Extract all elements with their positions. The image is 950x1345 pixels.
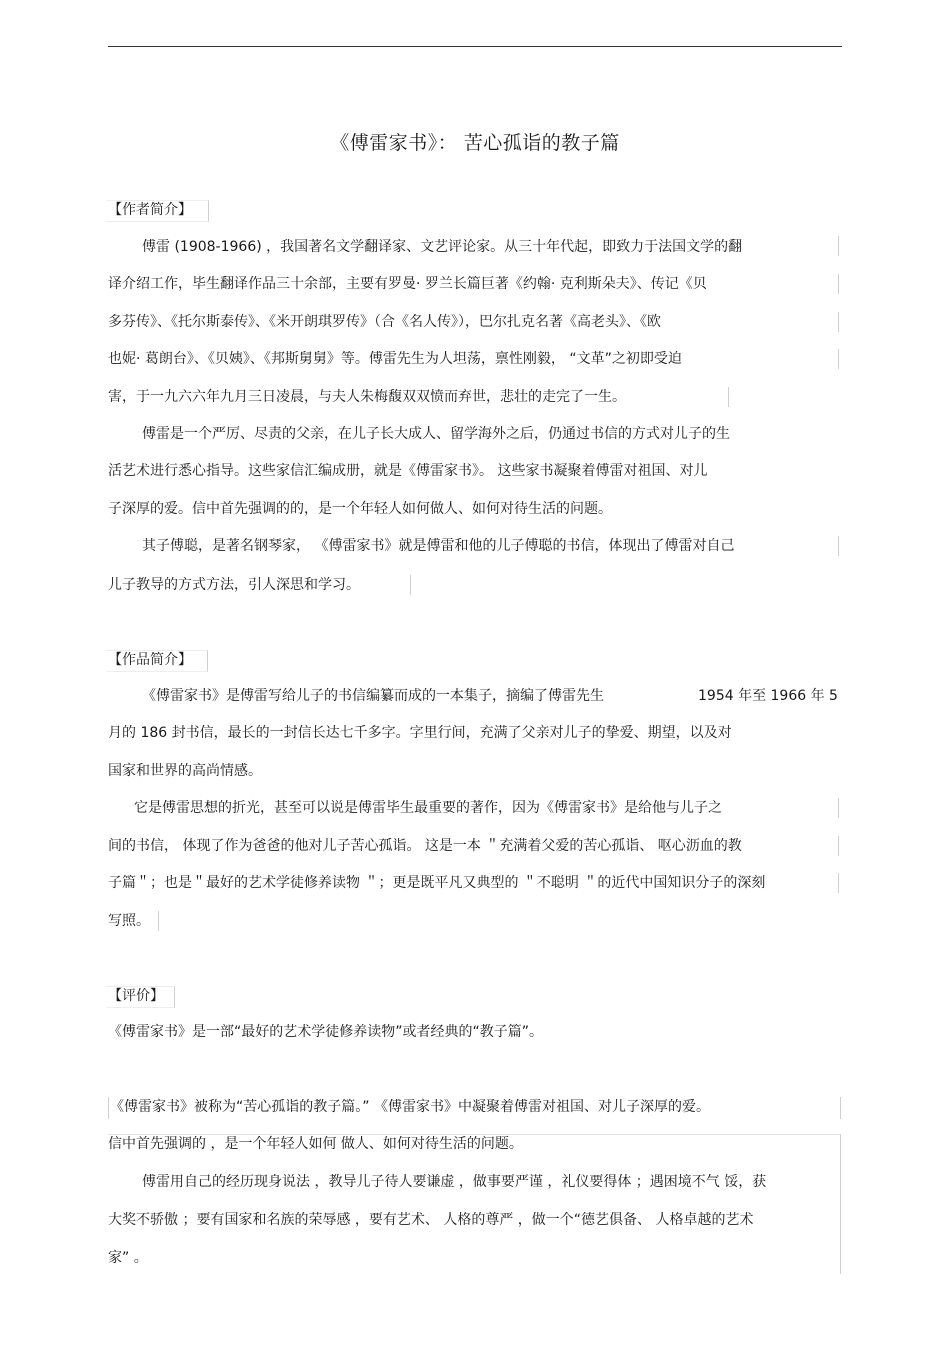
paragraph-line: 傅雷 (1908-1966) ，我国著名文学翻译家、文艺评论家。从三十年代起，即致力于法国文学的翻 bbox=[142, 239, 743, 255]
paragraph-line: 家” 。 bbox=[108, 1250, 148, 1266]
scan-artifact bbox=[158, 911, 159, 931]
paragraph-line: 《傅雷家书》是傅雷写给儿子的书信编纂而成的一本集子，摘编了傅雷先生 bbox=[142, 688, 604, 704]
scan-artifact bbox=[838, 798, 839, 818]
scan-artifact bbox=[838, 873, 839, 893]
scan-artifact bbox=[838, 274, 839, 294]
paragraph-line: 傅雷用自己的经历现身说法 ，教导儿子待人要谦虚 ，做事要严谨 ，礼仪要得体 ；遇困境不气 馁，获 bbox=[142, 1174, 767, 1190]
paragraph-line: 其子傅聪，是著名钢琴家， 《傅雷家书》就是傅雷和他的儿子傅聪的书信，体现出了傅雷对自己 bbox=[142, 538, 735, 554]
paragraph-line: 信中首先强调的 ，是一个年轻人如何 做人、如何对待生活的问题。 bbox=[108, 1136, 523, 1152]
paragraph-line: 多芬传》、《托尔斯泰传》、《米开朗琪罗传》（合《名人传》），巴尔扎克名著《高老头》、《欧 bbox=[108, 314, 661, 330]
paragraph-line: 它是傅雷思想的折光，甚至可以说是傅雷毕生最重要的著作，因为《傅雷家书》是给他与儿子之 bbox=[134, 800, 722, 816]
section-heading-work: 【作品简介】 bbox=[108, 652, 192, 668]
scan-artifact bbox=[108, 1097, 109, 1119]
paragraph-line: 子篇＂；也是＂最好的艺术学徒修养读物 ＂；更是既平凡又典型的 ＂不聪明 ＂的近代中国知识分子的深刻 bbox=[108, 875, 766, 891]
scan-artifact bbox=[108, 1134, 840, 1135]
paragraph-line: 《傅雷家书》是一部“最好的艺术学徒修养读物”或者经典的“教子篇”。 bbox=[108, 1024, 544, 1040]
paragraph-line: 大奖不骄傲 ；要有国家和名族的荣辱感 ，要有艺术、 人格的尊严 ，做一个“德艺俱备、 人格卓越的艺术 bbox=[108, 1212, 754, 1228]
paragraph-line: 害，于一九六六年九月三日凌晨，与夫人朱梅馥双双愤而弃世，悲壮的走完了一生。 bbox=[108, 389, 626, 405]
paragraph-line: 傅雷是一个严厉、尽责的父亲，在儿子长大成人、留学海外之后，仍通过书信的方式对儿子的生 bbox=[142, 426, 730, 442]
paragraph-line: 活艺术进行悉心指导。这些家信汇编成册，就是《傅雷家书》。 这些家书凝聚着傅雷对祖国、对儿 bbox=[108, 463, 708, 479]
paragraph-line: 儿子教导的方式方法，引人深思和学习。 bbox=[108, 577, 360, 593]
paragraph-line: 1954 年至 1966 年 5 bbox=[698, 688, 838, 704]
paragraph-line: 间的书信， 体现了作为爸爸的他对儿子苦心孤诣。 这是一本 ＂充满着父爱的苦心孤诣、 呕心沥血的教 bbox=[108, 838, 742, 854]
scan-artifact bbox=[838, 236, 839, 256]
section-heading-author: 【作者简介】 bbox=[108, 202, 192, 218]
paragraph-line: 《傅雷家书》被称为“苦心孤诣的教子篇。” 《傅雷家书》中凝聚着傅雷对祖国、对儿子深厚的爱。 bbox=[110, 1099, 710, 1115]
paragraph-line: 译介绍工作，毕生翻译作品三十余部，主要有罗曼· 罗兰长篇巨著《约翰· 克利斯朵夫》、传记《贝 bbox=[108, 276, 707, 292]
paragraph-line: 也妮· 葛朗台》、《贝姨》、《邦斯舅舅》等。傅雷先生为人坦荡，禀性刚毅， “文革”之初即受迫 bbox=[108, 351, 682, 367]
paragraph-line: 子深厚的爱。信中首先强调的的，是一个年轻人如何做人、如何对待生活的问题。 bbox=[108, 501, 612, 517]
scan-artifact bbox=[728, 387, 729, 407]
scan-artifact bbox=[838, 349, 839, 369]
top-rule bbox=[108, 46, 842, 47]
scan-artifact bbox=[838, 312, 839, 332]
scan-artifact bbox=[840, 1097, 841, 1119]
document-title: 《傅雷家书》： 苦心孤诣的教子篇 bbox=[330, 132, 620, 154]
paragraph-line: 月的 186 封书信，最长的一封信长达七千多字。字里行间，充满了父亲对儿子的挚爱、期望，以及对 bbox=[108, 725, 732, 741]
section-heading-review: 【评价】 bbox=[108, 988, 164, 1004]
scan-artifact bbox=[838, 836, 839, 856]
paragraph-line: 国家和世界的高尚情感。 bbox=[108, 763, 262, 779]
scan-artifact bbox=[840, 1134, 841, 1274]
scan-artifact bbox=[410, 575, 411, 595]
paragraph-line: 写照。 bbox=[108, 913, 150, 929]
scan-artifact bbox=[838, 536, 839, 556]
